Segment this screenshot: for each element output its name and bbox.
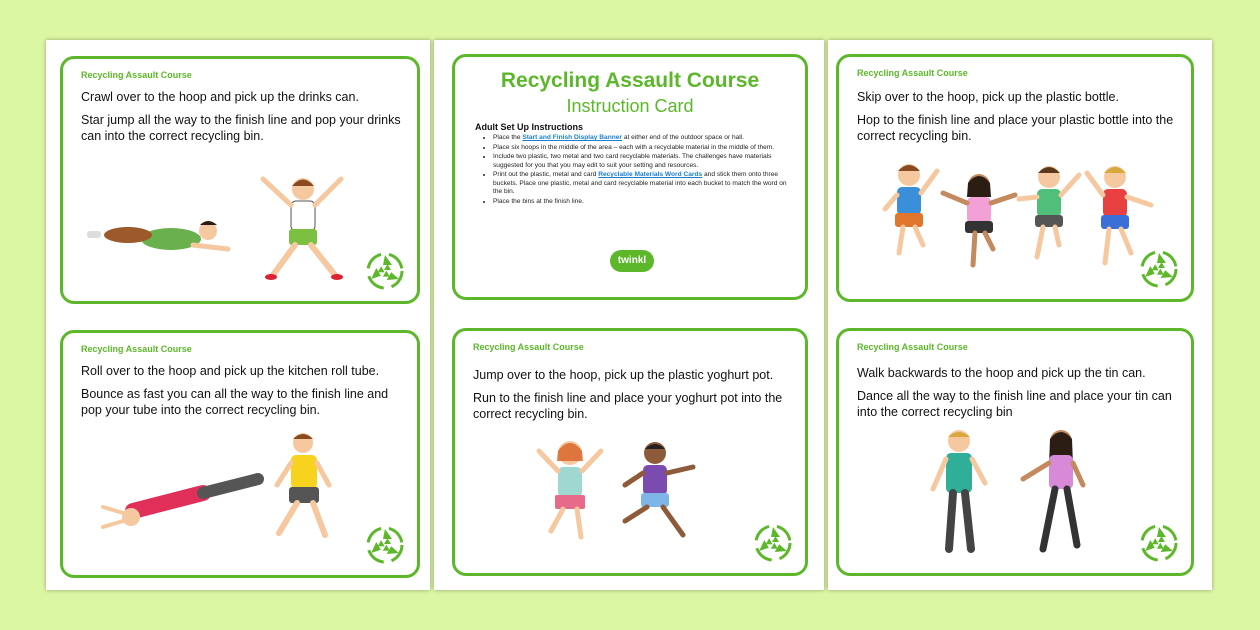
start-finish-banner-link[interactable]: Start and Finish Display Banner xyxy=(522,134,622,141)
recycle-icon xyxy=(365,251,405,291)
walking-and-dancing-children-illustration xyxy=(919,425,1119,565)
setup-item-text: Place the bins at the finish line. xyxy=(493,197,584,205)
rolling-and-bouncing-children-illustration xyxy=(93,423,353,563)
setup-item xyxy=(493,144,791,152)
jumping-and-running-children-illustration xyxy=(525,431,725,551)
right-sheet xyxy=(828,40,1212,590)
instruction-card-title: Recycling Assault Course xyxy=(500,69,760,92)
setup-item-text: and stick them onto three buckets. Place one plastic, metal and card recyclable material into each bucket to match the word on the bin. xyxy=(493,171,787,195)
card-skip xyxy=(836,54,1194,302)
skipping-and-hopping-children-illustration xyxy=(879,153,1159,293)
recycle-icon xyxy=(753,523,793,563)
instruction-card xyxy=(452,54,808,300)
card-instruction-2: Run to the finish line and place your yoghurt pot into the correct recycling bin. xyxy=(473,391,783,421)
setup-item-text: Place the xyxy=(493,134,523,141)
setup-item xyxy=(493,171,791,196)
card-crawl xyxy=(60,56,420,304)
card-text xyxy=(81,363,405,425)
card-instruction-1: Walk backwards to the hoop and pick up the tin can. xyxy=(857,366,1146,380)
left-sheet xyxy=(46,40,430,590)
setup-item-text: Include two plastic, two metal and two card recyclable materials. The challenges have materials suggested for you that you may edit to suit your setting and resources. xyxy=(493,153,772,169)
card-instruction-1: Skip over to the hoop, pick up the plastic bottle. xyxy=(857,90,1119,104)
card-jump xyxy=(452,328,808,576)
card-tag: Recycling Assault Course xyxy=(81,70,192,80)
setup-item xyxy=(493,134,791,142)
card-instruction-2: Hop to the finish line and place your plastic bottle into the correct recycling bin. xyxy=(857,113,1174,143)
setup-heading: Adult Set Up Instructions xyxy=(475,122,583,132)
setup-instructions-list xyxy=(493,134,791,207)
card-instruction-1: Roll over to the hoop and pick up the kitchen roll tube. xyxy=(81,364,380,378)
recycle-icon xyxy=(365,525,405,565)
setup-item-text: at either end of the outdoor space or hall. xyxy=(622,134,745,141)
card-tag: Recycling Assault Course xyxy=(473,342,584,352)
recycle-icon xyxy=(1139,249,1179,289)
instruction-card-subtitle: Instruction Card xyxy=(566,96,694,116)
card-walk xyxy=(836,328,1194,576)
card-instruction-2: Dance all the way to the finish line and place your tin can into the correct recycling bin xyxy=(857,389,1172,419)
twinkl-logo: twinkl xyxy=(610,250,654,272)
word-cards-link[interactable]: Recyclable Materials Word Cards xyxy=(598,171,703,179)
card-instruction-2: Bounce as fast you can all the way to the finish line and pop your tube into the correct recycling bin. xyxy=(81,387,389,417)
card-text xyxy=(857,365,1179,427)
card-text xyxy=(473,367,793,429)
setup-item xyxy=(493,153,791,170)
recycle-icon xyxy=(1139,523,1179,563)
card-tag: Recycling Assault Course xyxy=(81,344,192,354)
setup-item xyxy=(493,198,791,206)
card-roll xyxy=(60,330,420,578)
card-instruction-2: Star jump all the way to the finish line and pop your drinks can into the correct recycling bin. xyxy=(81,113,401,143)
card-instruction-1: Jump over to the hoop, pick up the plastic yoghurt pot. xyxy=(473,368,774,382)
card-text xyxy=(857,89,1179,151)
card-tag: Recycling Assault Course xyxy=(857,68,968,78)
setup-item-text: Place six hoops in the middle of the area – each with a recyclable material in the middle of them. xyxy=(493,143,775,151)
card-tag: Recycling Assault Course xyxy=(857,342,968,352)
crawling-and-star-jump-children-illustration xyxy=(83,159,363,289)
card-instruction-1: Crawl over to the hoop and pick up the drinks can. xyxy=(81,90,359,104)
card-text xyxy=(81,89,405,151)
setup-item-text: Print out the plastic, metal and card xyxy=(493,171,599,179)
middle-sheet xyxy=(434,40,824,590)
